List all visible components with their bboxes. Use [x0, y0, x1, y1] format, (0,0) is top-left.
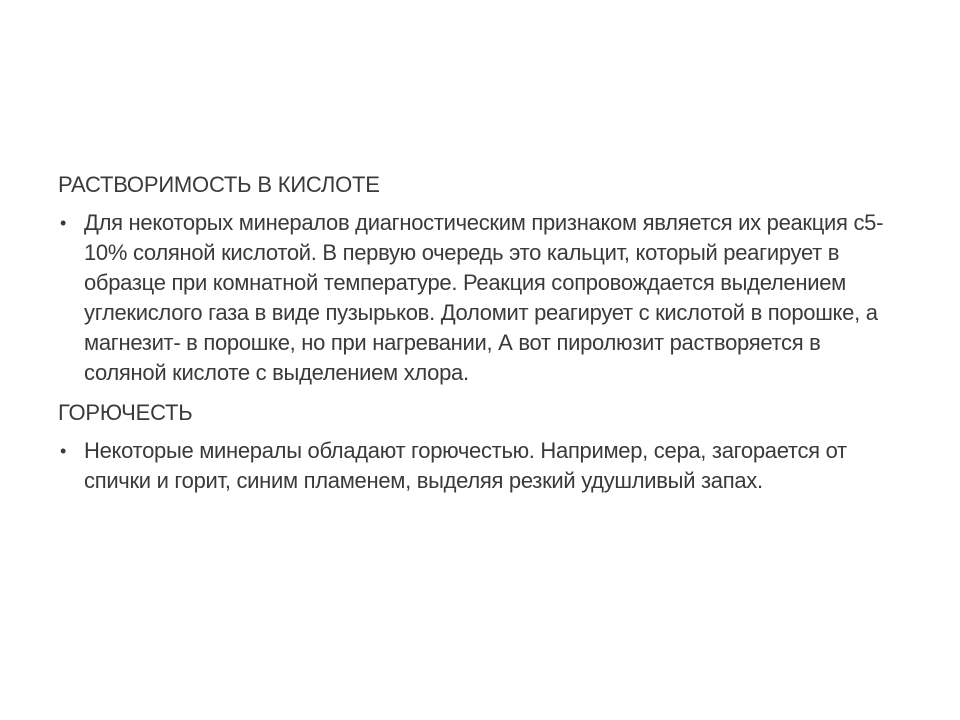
bullet-text-solubility: Для некоторых минералов диагностическим признаком является их реакция с5-10% соляной кислотой. В первую очередь это кальцит, который реагирует в образце при комнатной температуре. Реакция сопровождается выделением углекислого газа в виде пузырьков. Доломит реагирует с кислотой в порошке, а магнезит- в порошке, но при нагревании, А вот пиролюзит растворяется в соляной кислоте с выделением хлора. — [84, 210, 884, 385]
bullet-dot-icon: • — [60, 441, 67, 461]
slide-content — [58, 170, 908, 506]
bullet-item-solubility — [58, 208, 904, 388]
bullet-text-flammability: Некоторые минералы обладают горючестью. Например, сера, загорается от спички и горит, синим пламенем, выделяя резкий удушливый запах. — [84, 438, 847, 493]
section-heading-solubility: РАСТВОРИМОСТЬ В КИСЛОТЕ — [58, 172, 380, 197]
section-heading-flammability: ГОРЮЧЕСТЬ — [58, 400, 193, 425]
bullet-dot-icon: • — [60, 213, 67, 233]
bullet-item-flammability — [58, 436, 904, 496]
